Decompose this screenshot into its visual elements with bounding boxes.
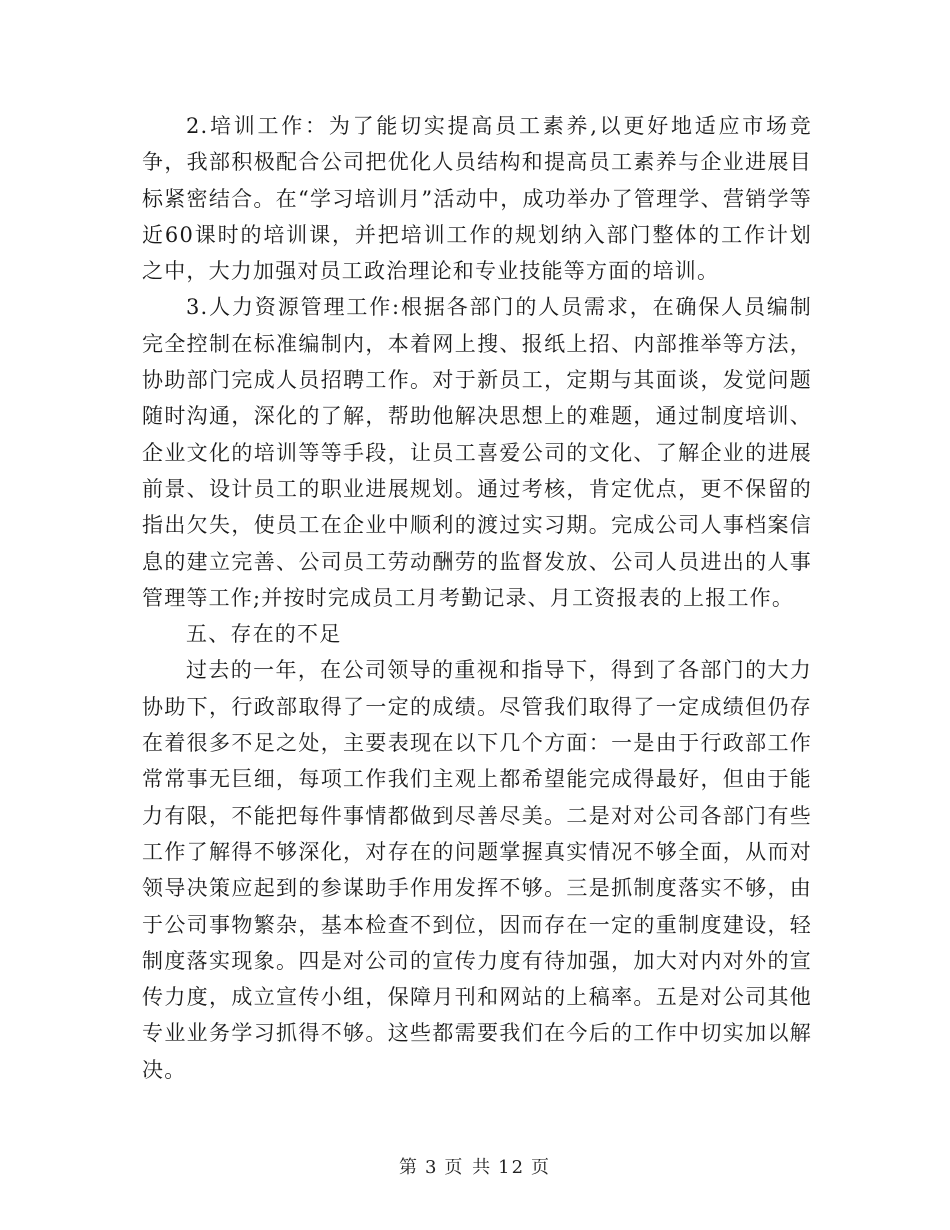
footer-prefix: 第 (398, 1157, 419, 1178)
footer-page-number: 3 (424, 1157, 439, 1178)
footer-total-pages: 12 (498, 1157, 526, 1178)
footer-suffix: 页 (531, 1157, 552, 1178)
paragraph-training: 2.培训工作：为了能切实提高员工素养,以更好地适应市场竞争，我部积极配合公司把优化人员结构和提高员工素养与企业进展目标紧密结合。在“学习培训月”活动中，成功举办了管理学、营销学等近60课时的培训课，并把培训工作的规划纳入部门整体的工作计划之中，大力加强对员工政治理论和专业技能等方面的培训。 (142, 114, 812, 284)
paragraph-shortcomings: 过去的一年，在公司领导的重视和指导下，得到了各部门的大力协助下，行政部取得了一定的成绩。尽管我们取得了一定成绩但仍存在着很多不足之处，主要表现在以下几个方面：一是由于行政部工作常常事无巨细，每项工作我们主观上都希望能完成得最好，但由于能力有限，不能把每件事情都做到尽善尽美。二是对对公司各部门有些工作了解得不够深化，对存在的问题掌握真实情况不够全面，从而对领导决策应起到的参谋助手作用发挥不够。三是抓制度落实不够，由于公司事物繁杂，基本检查不到位，因而存在一定的重制度建设，轻制度落实现象。四是对公司的宣传力度有待加强，加大对内对外的宣传力度，成立宣传小组，保障月刊和网站的上稿率。五是对公司其他专业业务学习抓得不够。这些都需要我们在今后的工作中切实加以解决。 (142, 658, 812, 1082)
section-heading: 五、存在的不足 (186, 622, 342, 647)
page-footer (0, 1153, 950, 1179)
document-body (142, 108, 812, 1088)
paragraph-hr-management: 3.人力资源管理工作:根据各部门的人员需求，在确保人员编制完全控制在标准编制内，本着网上搜、报纸上招、内部推举等方法，协助部门完成人员招聘工作。对于新员工，定期与其面谈，发觉问题随时沟通，深化的了解，帮助他解决思想上的难题，通过制度培训、企业文化的培训等等手段，让员工喜爱公司的文化、了解企业的进展前景、设计员工的职业进展规划。通过考核，肯定优点，更不保留的指出欠失，使员工在企业中顺利的渡过实习期。完成公司人事档案信息的建立完善、公司员工劳动酬劳的监督发放、公司人员进出的人事管理等工作;并按时完成员工月考勤记录、月工资报表的上报工作。 (142, 295, 812, 610)
footer-middle: 页 共 (444, 1157, 493, 1178)
